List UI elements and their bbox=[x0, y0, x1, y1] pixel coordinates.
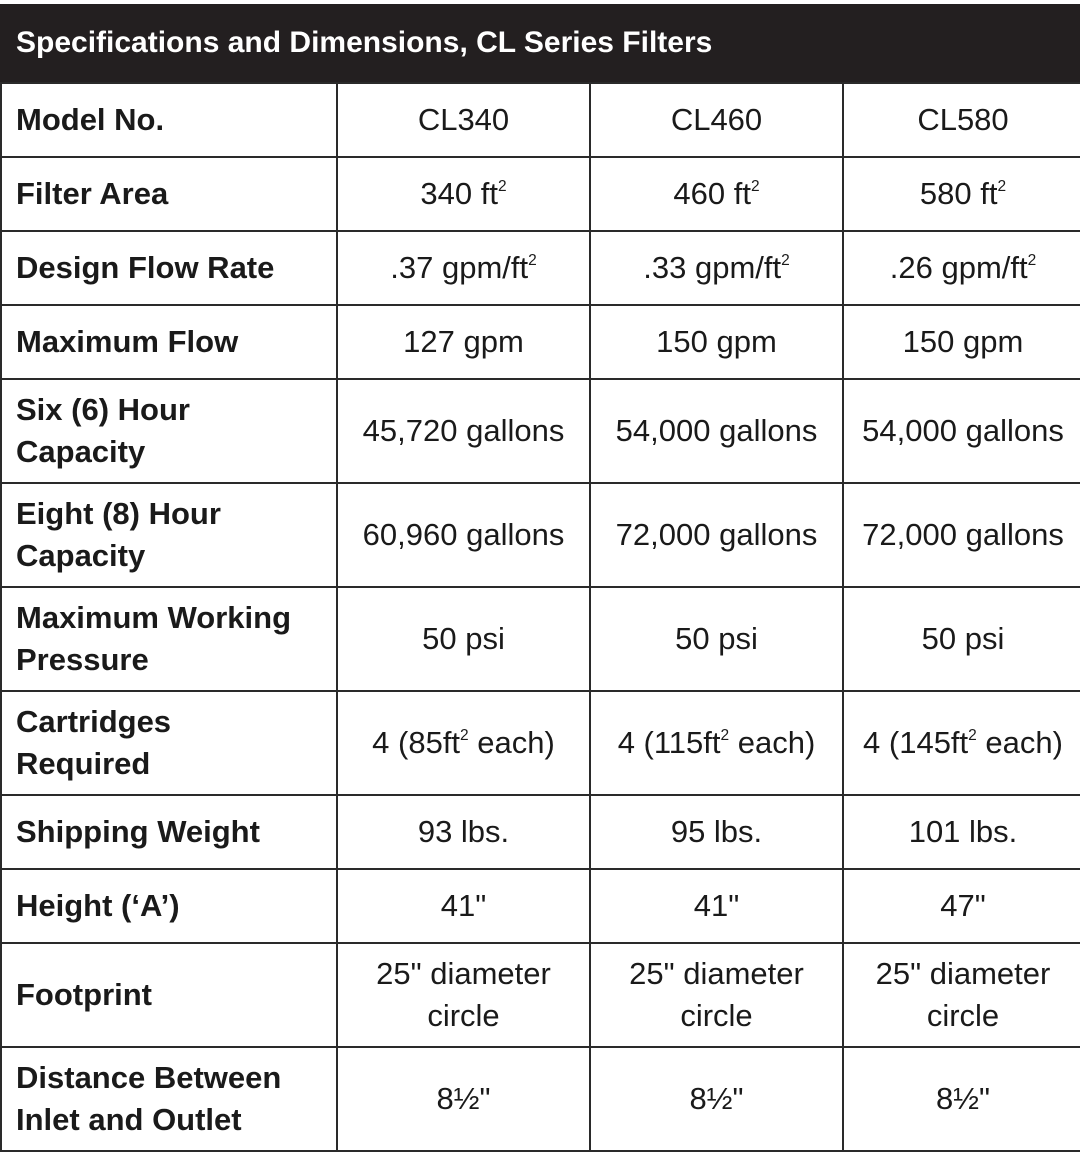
cell-cl580: 8½" bbox=[843, 1047, 1080, 1151]
cell-cl580: 54,000 gallons bbox=[843, 379, 1080, 483]
table-row bbox=[1, 691, 1080, 795]
cell-cl340: 127 gpm bbox=[337, 305, 590, 379]
cell-cl580: 150 gpm bbox=[843, 305, 1080, 379]
cell-cl340: 50 psi bbox=[337, 587, 590, 691]
spec-table-body bbox=[1, 83, 1080, 1151]
cell-cl580: .26 gpm/$ft^2$ bbox=[843, 231, 1080, 305]
row-label: Maximum Flow bbox=[1, 305, 337, 379]
table-row bbox=[1, 305, 1080, 379]
cell-cl340: 8½" bbox=[337, 1047, 590, 1151]
cell-cl340: 41" bbox=[337, 869, 590, 943]
cell-cl340: .37 gpm/$ft^2$ bbox=[337, 231, 590, 305]
row-label: Model No. bbox=[1, 83, 337, 157]
table-row bbox=[1, 587, 1080, 691]
cell-cl580: 4 ($145ft^2$ each) bbox=[843, 691, 1080, 795]
cell-cl460: CL460 bbox=[590, 83, 843, 157]
cell-cl460: 41" bbox=[590, 869, 843, 943]
table-row bbox=[1, 943, 1080, 1047]
cell-cl340: 60,960 gallons bbox=[337, 483, 590, 587]
cell-cl460: 4 ($115ft^2$ each) bbox=[590, 691, 843, 795]
superscript-2: 2 bbox=[720, 726, 730, 744]
row-label: Design Flow Rate bbox=[1, 231, 337, 305]
superscript-2: 2 bbox=[750, 177, 760, 195]
row-label: Eight (8) Hour Capacity bbox=[1, 483, 337, 587]
table-row bbox=[1, 379, 1080, 483]
superscript-2: 2 bbox=[997, 177, 1007, 195]
cell-cl460: 72,000 gallons bbox=[590, 483, 843, 587]
cell-cl340: CL340 bbox=[337, 83, 590, 157]
superscript-2: 2 bbox=[968, 726, 977, 744]
cell-cl460: 50 psi bbox=[590, 587, 843, 691]
superscript-2: 2 bbox=[460, 726, 469, 744]
table-row bbox=[1, 157, 1080, 231]
table-title: Specifications and Dimensions, CL Series Filters bbox=[0, 4, 1080, 82]
table-row bbox=[1, 869, 1080, 943]
cell-cl460: 25" diameter circle bbox=[590, 943, 843, 1047]
superscript-2: 2 bbox=[1027, 251, 1037, 269]
cell-cl340: 4 ($85ft^2$ each) bbox=[337, 691, 590, 795]
cell-cl340: 93 lbs. bbox=[337, 795, 590, 869]
table-row bbox=[1, 83, 1080, 157]
cell-cl580: 101 lbs. bbox=[843, 795, 1080, 869]
cell-cl460: .33 gpm/$ft^2$ bbox=[590, 231, 843, 305]
superscript-2: 2 bbox=[497, 177, 507, 195]
cell-cl460: 460 $ft^2$ bbox=[590, 157, 843, 231]
row-label: Footprint bbox=[1, 943, 337, 1047]
row-label: Filter Area bbox=[1, 157, 337, 231]
superscript-2: 2 bbox=[528, 251, 537, 269]
cell-cl340: 45,720 gallons bbox=[337, 379, 590, 483]
cell-cl340: 340 $ft^2$ bbox=[337, 157, 590, 231]
row-label: Height (‘A’) bbox=[1, 869, 337, 943]
cell-cl580: 72,000 gallons bbox=[843, 483, 1080, 587]
spec-sheet bbox=[0, 4, 1080, 1152]
cell-cl460: 54,000 gallons bbox=[590, 379, 843, 483]
table-row bbox=[1, 231, 1080, 305]
cell-cl340: 25" diameter circle bbox=[337, 943, 590, 1047]
cell-cl580: 25" diameter circle bbox=[843, 943, 1080, 1047]
cell-cl580: 50 psi bbox=[843, 587, 1080, 691]
table-row bbox=[1, 795, 1080, 869]
row-label: Shipping Weight bbox=[1, 795, 337, 869]
spec-table bbox=[0, 82, 1080, 1152]
cell-cl580: 47" bbox=[843, 869, 1080, 943]
cell-cl460: 8½" bbox=[590, 1047, 843, 1151]
cell-cl460: 150 gpm bbox=[590, 305, 843, 379]
row-label: Maximum Working Pressure bbox=[1, 587, 337, 691]
cell-cl580: CL580 bbox=[843, 83, 1080, 157]
row-label: Six (6) Hour Capacity bbox=[1, 379, 337, 483]
row-label: Distance Between Inlet and Outlet bbox=[1, 1047, 337, 1151]
row-label: Cartridges Required bbox=[1, 691, 337, 795]
cell-cl580: 580 $ft^2$ bbox=[843, 157, 1080, 231]
cell-cl460: 95 lbs. bbox=[590, 795, 843, 869]
table-row bbox=[1, 1047, 1080, 1151]
superscript-2: 2 bbox=[781, 251, 790, 269]
table-row bbox=[1, 483, 1080, 587]
